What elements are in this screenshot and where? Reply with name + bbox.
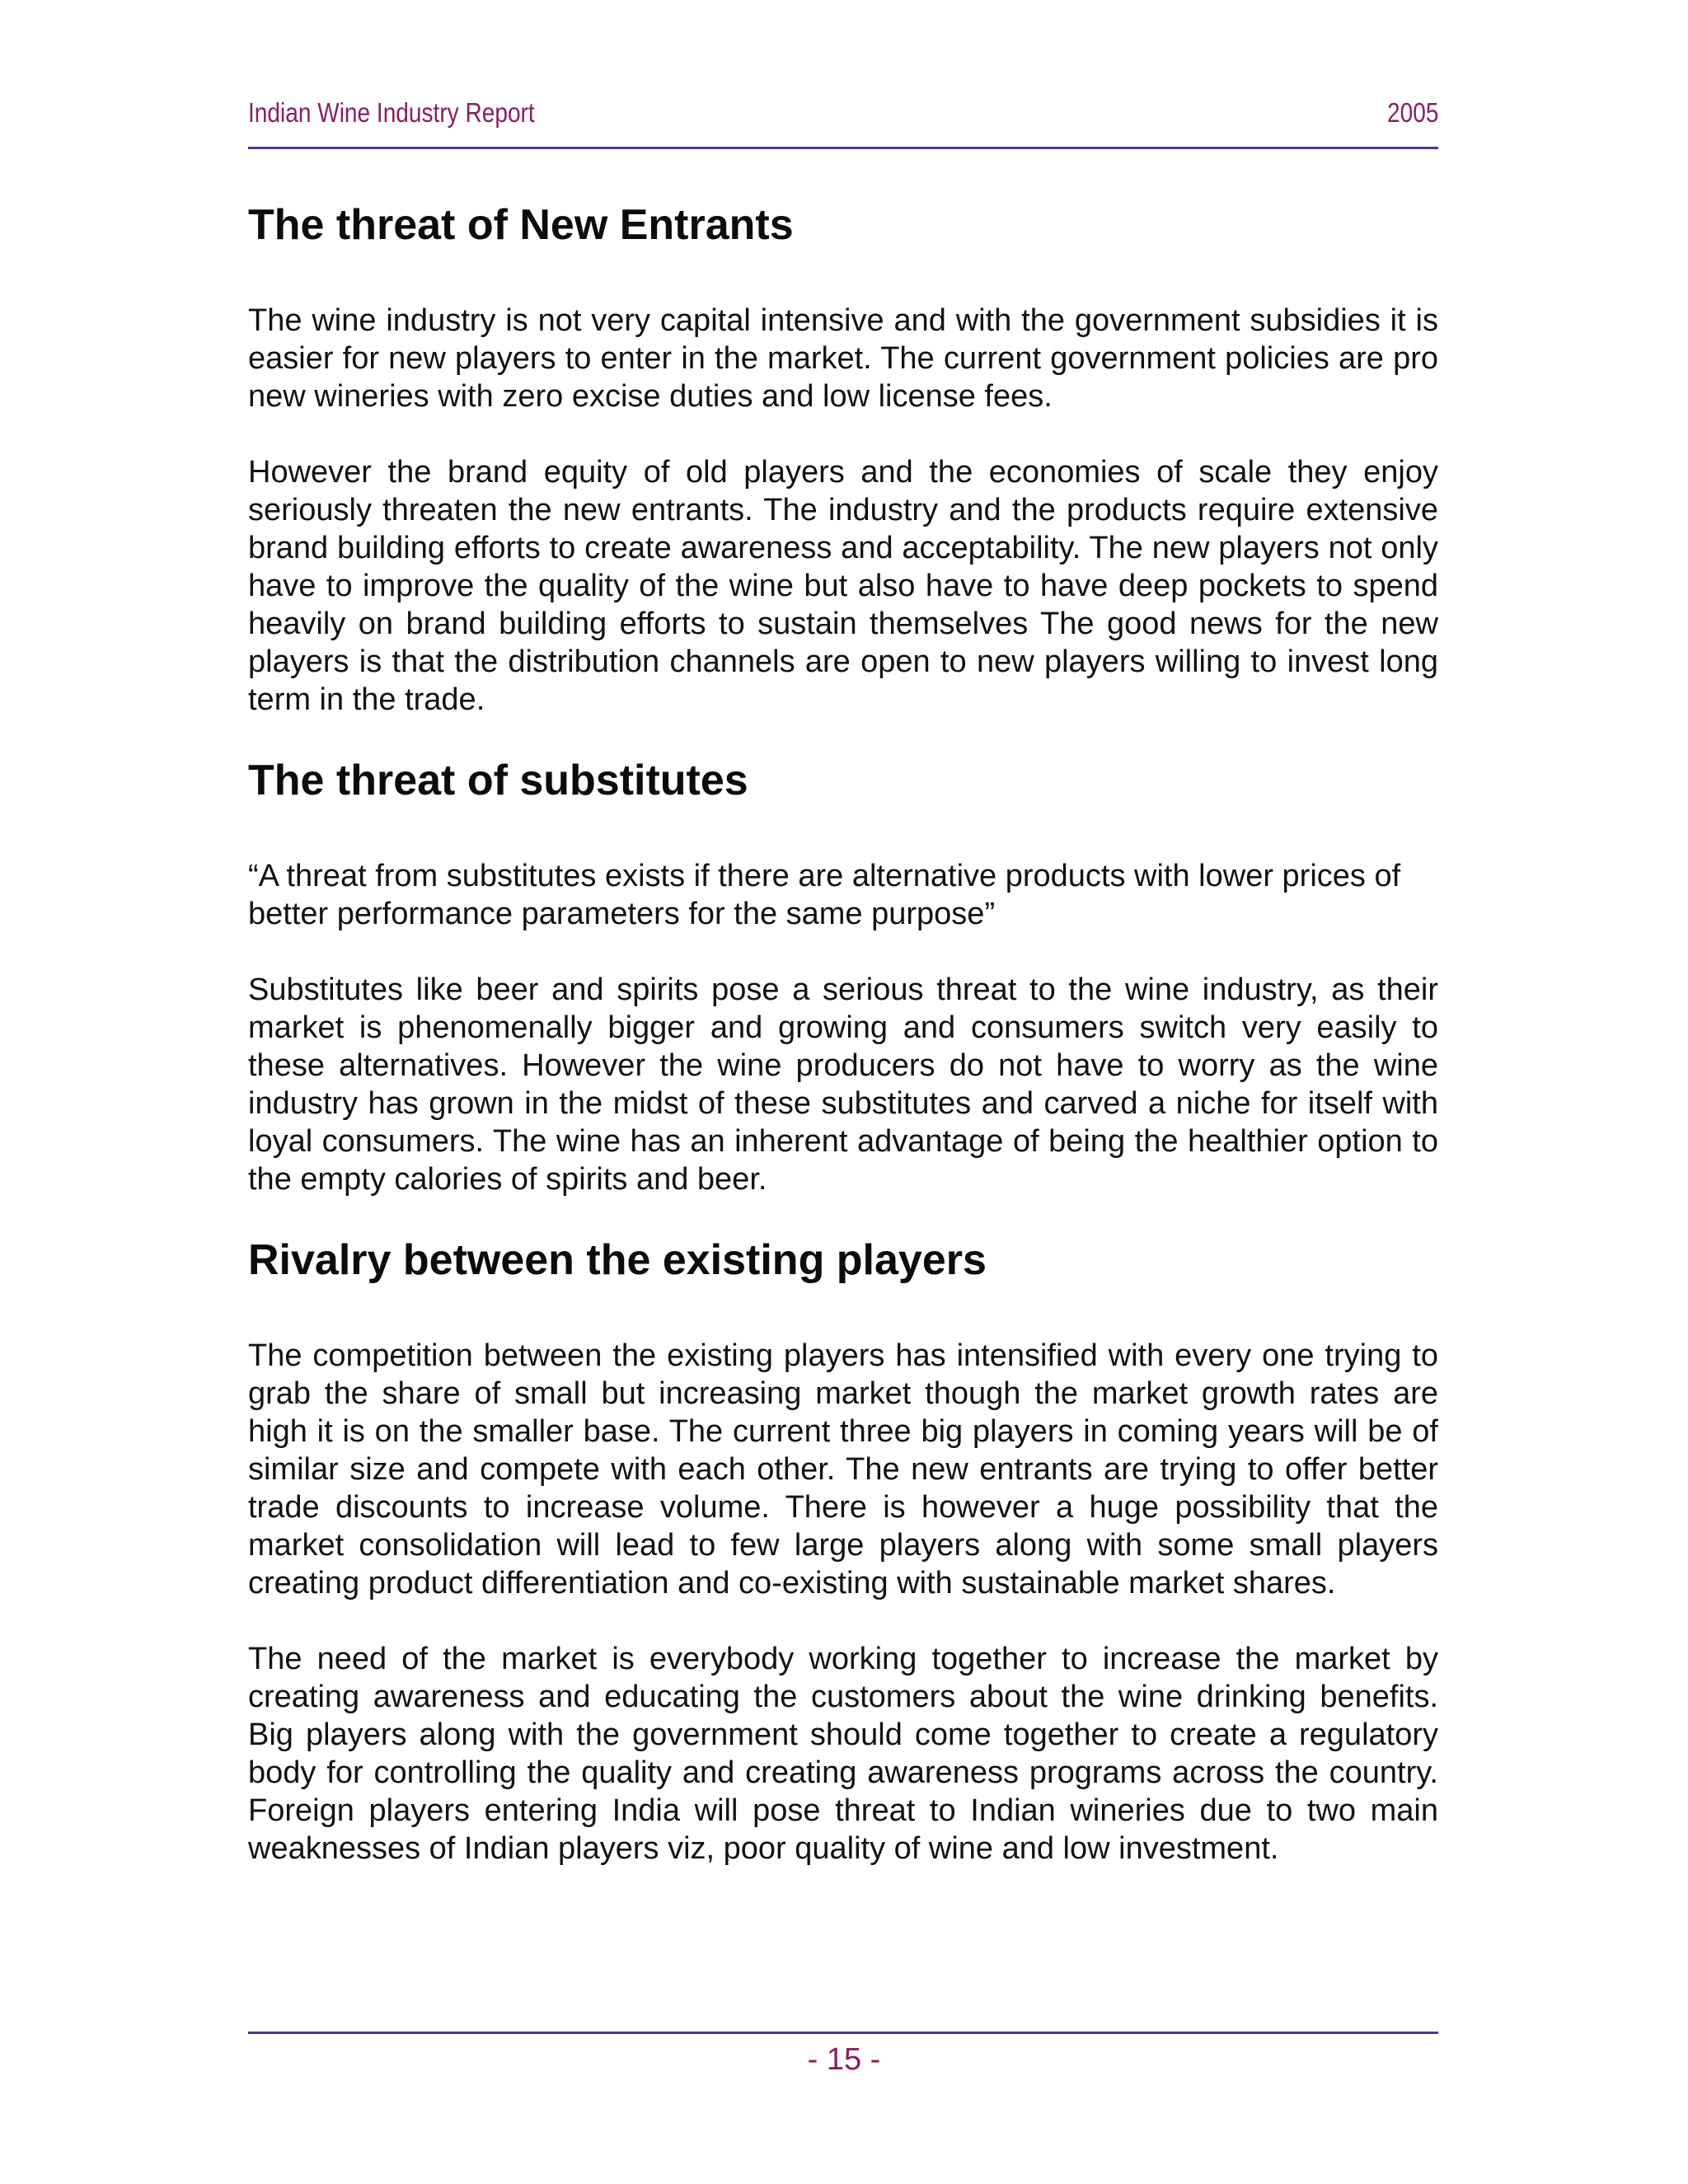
paragraph: The wine industry is not very capital intensive and with the government subsidies it is easier for new players to enter in the market. The current government policies are pro new wineries with zero excise duties and low license fees. [248,303,1438,414]
header-divider [248,147,1438,149]
paragraph: However the brand equity of old players and the economies of scale they enjoy seriously threaten the new entrants. The industry and the products require extensive brand building efforts to create awareness and acceptability. The new players not only have to improve the quality of the wine but also have to have deep pockets to spend heavily on brand building efforts to sustain themselves The good news for the new players is that the distribution channels are open to new players willing to invest long term in the trade. [248,455,1438,717]
page-content [248,188,1438,1868]
section-heading: The threat of substitutes [248,757,748,804]
report-title: Indian Wine Industry Report [248,97,535,128]
paragraph: The competition between the existing players has intensified with every one trying to grab the share of small but increasing market though the market growth rates are high it is on the smaller base. The current three big players in coming years will be of similar size and compete with each other. The new entrants are trying to offer better trade discounts to increase volume. There is however a huge possibility that the market consolidation will lead to few large players along with some small players creating product differentiation and co-existing with sustainable market shares. [248,1338,1438,1601]
footer-divider [248,2032,1438,2034]
section-heading: Rivalry between the existing players [248,1236,987,1284]
report-year: 2005 [1386,97,1438,128]
page-header [248,92,1438,148]
section-new-entrants [248,188,1438,719]
section-heading: The threat of New Entrants [248,201,794,249]
section-rivalry [248,1223,1438,1868]
page-number: - 15 - [807,2042,881,2077]
section-substitutes [248,743,1438,1198]
paragraph: Substitutes like beer and spirits pose a serious threat to the wine industry, as their market is phenomenally bigger and growing and consumers switch very easily to these alternatives. However the wine producers do not have to worry as the wine industry has grown in the midst of these substitutes and carved a niche for itself with loyal consumers. The wine has an inherent advantage of being the healthier option to the empty calories of spirits and beer. [248,972,1438,1197]
paragraph: The need of the market is everybody working together to increase the market by creating awareness and educating the customers about the wine drinking benefits. Big players along with the government should come together to create a regulatory body for controlling the quality and creating awareness programs across the country. Foreign players entering India will pose threat to Indian wineries due to two main weaknesses of Indian players viz, poor quality of wine and low investment. [248,1642,1438,1866]
quote-paragraph: “A threat from substitutes exists if there are alternative products with lower prices of better performance parameters for the same purpose” [248,859,1401,931]
